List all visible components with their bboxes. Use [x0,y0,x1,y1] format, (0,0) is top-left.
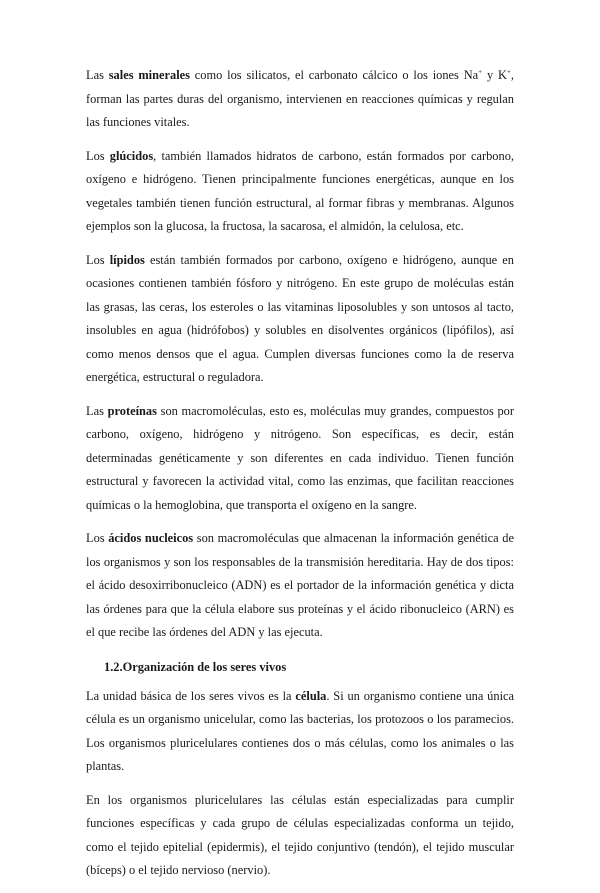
paragraph-text: Los [86,148,110,163]
paragraph-glucidos [86,145,514,239]
term-sales-minerales: sales minerales [108,68,190,82]
superscript-charge: + [506,67,511,76]
paragraph-tejidos: En los organismos pluricelulares las células están especializadas para cumplir funciones específicas y cada grupo de células especializadas conforma un tejido, como el tejido epitelial (epidermis), el tejido conjuntivo (tendón), el tejido muscular (bíceps) o el tejido nervioso (nervio). [86,792,514,877]
term-proteinas: proteínas [107,403,157,418]
paragraph-text: , forman las partes duras del organismo, intervienen en reacciones químicas y regulan las funciones vitales. [86,68,514,129]
paragraph-lipidos [86,249,514,390]
section-heading: 1.2.Organización de los seres vivos [104,659,287,674]
term-acidos-nucleicos: ácidos nucleicos [108,531,194,545]
superscript-charge: + [478,67,483,76]
paragraph-text: están también formados por carbono, oxígeno e hidrógeno, aunque en ocasiones contienen también fósforo y nitrógeno. En este grupo de moléculas están las grasas, las ceras, los esteroles o las vitaminas liposolubles y son untosos al tacto, insolubles en agua (hidrófobos) y solubles en disolventes orgánicos (lipófilos), así como menos densos que el agua. Cumplen diversas funciones como la de reserva energética, estructural o reguladora. [86,252,514,384]
paragraph-text: . Si un organismo contiene una única célula es un organismo unicelular, como las bacterias, los protozoos o los paramecios. Los organismos pluricelulares contienes dos o más células, como los animales o las plantas. [86,688,515,773]
paragraph-text: como los silicatos, el carbonato cálcico o los iones Na [189,68,479,82]
paragraph-text: Los [86,252,110,267]
term-glucidos: glúcidos [109,148,154,163]
paragraph-acidos-nucleicos [86,527,514,645]
paragraph-text: , también llamados hidratos de carbono, están formados por carbono, oxígeno e hidrógeno. Tienen principalmente funciones energéticas, aunque en los vegetales también tienen función estructural, al formar fibras y membranas. Algunos ejemplos son la glucosa, la fructosa, la sacarosa, el almidón, la celulosa, etc. [86,148,514,233]
paragraph-sales-minerales [86,64,514,135]
page-content [86,64,514,893]
term-celula: célula [295,688,327,703]
paragraph-text: Las [86,68,109,82]
paragraph-text: son macromoléculas, esto es, moléculas muy grandes, compuestos por carbono, oxígeno, hidrógeno y nitrógeno. Son específicas, es decir, están determinadas genéticamente y son diferentes en cada individuo. Tienen función estructural y favorecen la actividad vital, como las enzimas, que facilitan reacciones químicas o la hemoglobina, que transporta el oxígeno en la sangre. [86,403,514,512]
paragraph-text: y K [482,68,507,82]
term-lipidos: lípidos [109,252,145,267]
paragraph-proteinas [86,400,514,518]
paragraph-celula [86,685,514,779]
paragraph-text: Las [86,403,108,418]
paragraph-text: La unidad básica de los seres vivos es la [86,688,296,703]
paragraph-text: Los [86,531,109,545]
paragraph-text: son macromoléculas que almacenan la información genética de los organismos y son los responsables de la transmisión hereditaria. Hay de dos tipos: el ácido desoxirribonucleico (ADN) es el portador de la información genética y dicta las órdenes para que la célula elabore sus proteínas y el ácido ribonucleico (ARN) es el que recibe las órdenes del ADN y las ejecuta. [86,531,514,639]
